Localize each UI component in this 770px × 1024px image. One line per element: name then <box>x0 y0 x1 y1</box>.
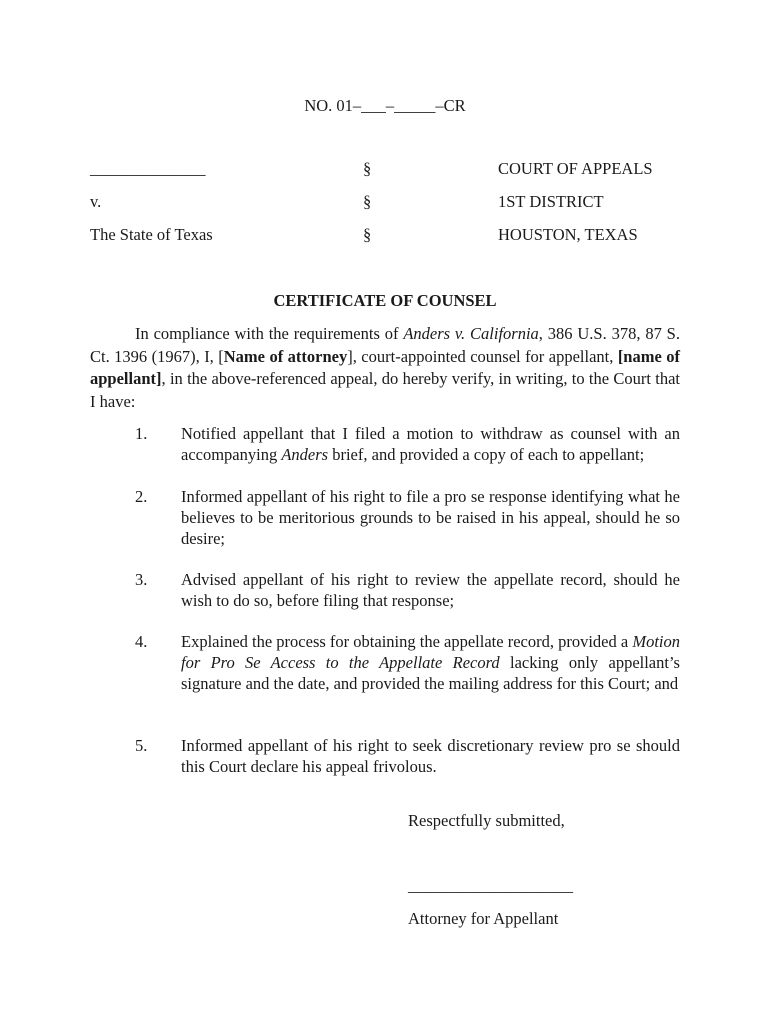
list-item <box>90 486 680 549</box>
list-item-text: Advised appellant of his right to review the appellate record, should he wish to do so, before filing that response; <box>181 570 680 610</box>
section-symbol: § <box>363 192 372 211</box>
list-item-text-part: brief, and provided a copy of each to appellant; <box>328 445 645 464</box>
court-district: 1ST DISTRICT <box>498 192 604 211</box>
intro-text-3: ], court-appointed counsel for appellant, <box>347 346 618 366</box>
list-item-number: 4. <box>135 632 148 651</box>
list-item-emphasis: Anders <box>281 445 329 464</box>
appellee-name: The State of Texas <box>90 225 213 244</box>
list-item-number: 5. <box>135 736 148 755</box>
intro-text-1: In compliance with the requirements of <box>135 324 404 343</box>
appellant-name-blank: ______________ <box>90 159 206 178</box>
list-item-text-part: lacking only appellant’s signature and the date, and provided the mailing address for this Court; and <box>181 653 680 693</box>
list-item-text-part: Notified appellant that I filed a motion to withdraw as counsel with an accompanying <box>181 424 680 464</box>
case-citation-name: Anders v. California <box>403 324 539 343</box>
caption-row-appellant <box>90 159 690 181</box>
signature-closing: Respectfully submitted, <box>408 811 565 830</box>
intro-paragraph <box>90 323 680 413</box>
court-name: COURT OF APPEALS <box>498 159 653 178</box>
versus-text: v. <box>90 192 102 211</box>
appellant-name-placeholder: [name of appellant] <box>90 346 680 388</box>
list-item-text: Informed appellant of his right to seek discretionary review pro se should this Court declare his appeal frivolous. <box>181 736 680 776</box>
list-item <box>90 423 680 465</box>
caption-row-appellee <box>90 225 690 247</box>
intro-text-2: , 386 U.S. 378, 87 S. Ct. 1396 (1967), I, [ <box>90 324 680 366</box>
list-item-number: 3. <box>135 570 148 589</box>
list-item-number: 1. <box>135 424 148 443</box>
signature-line: ____________________ <box>408 876 573 895</box>
list-item <box>90 631 680 694</box>
signature-role: Attorney for Appellant <box>408 909 559 928</box>
list-item-text-part: Explained the process for obtaining the appellate record, provided a <box>181 632 633 651</box>
list-item <box>90 735 680 777</box>
list-item <box>90 569 680 611</box>
attorney-name-placeholder: Name of attorney <box>223 346 348 366</box>
list-item-emphasis: Motion for Pro Se Access to the Appellate Record <box>181 632 680 672</box>
case-number: NO. 01–___–_____–CR <box>304 96 466 115</box>
intro-text-4: , in the above-referenced appeal, do hereby verify, in writing, to the Court that I have: <box>90 369 680 411</box>
list-item-number: 2. <box>135 487 148 506</box>
section-symbol: § <box>363 159 372 178</box>
court-location: HOUSTON, TEXAS <box>498 225 638 244</box>
list-item-text <box>181 423 680 465</box>
caption-row-versus <box>90 192 690 214</box>
document-title: CERTIFICATE OF COUNSEL <box>273 291 497 310</box>
list-item-text <box>181 631 680 694</box>
list-item-text: Informed appellant of his right to file a pro se response identifying what he believes to be meritorious grounds to be raised in his appeal, should he so desire; <box>181 487 680 548</box>
section-symbol: § <box>363 225 372 244</box>
